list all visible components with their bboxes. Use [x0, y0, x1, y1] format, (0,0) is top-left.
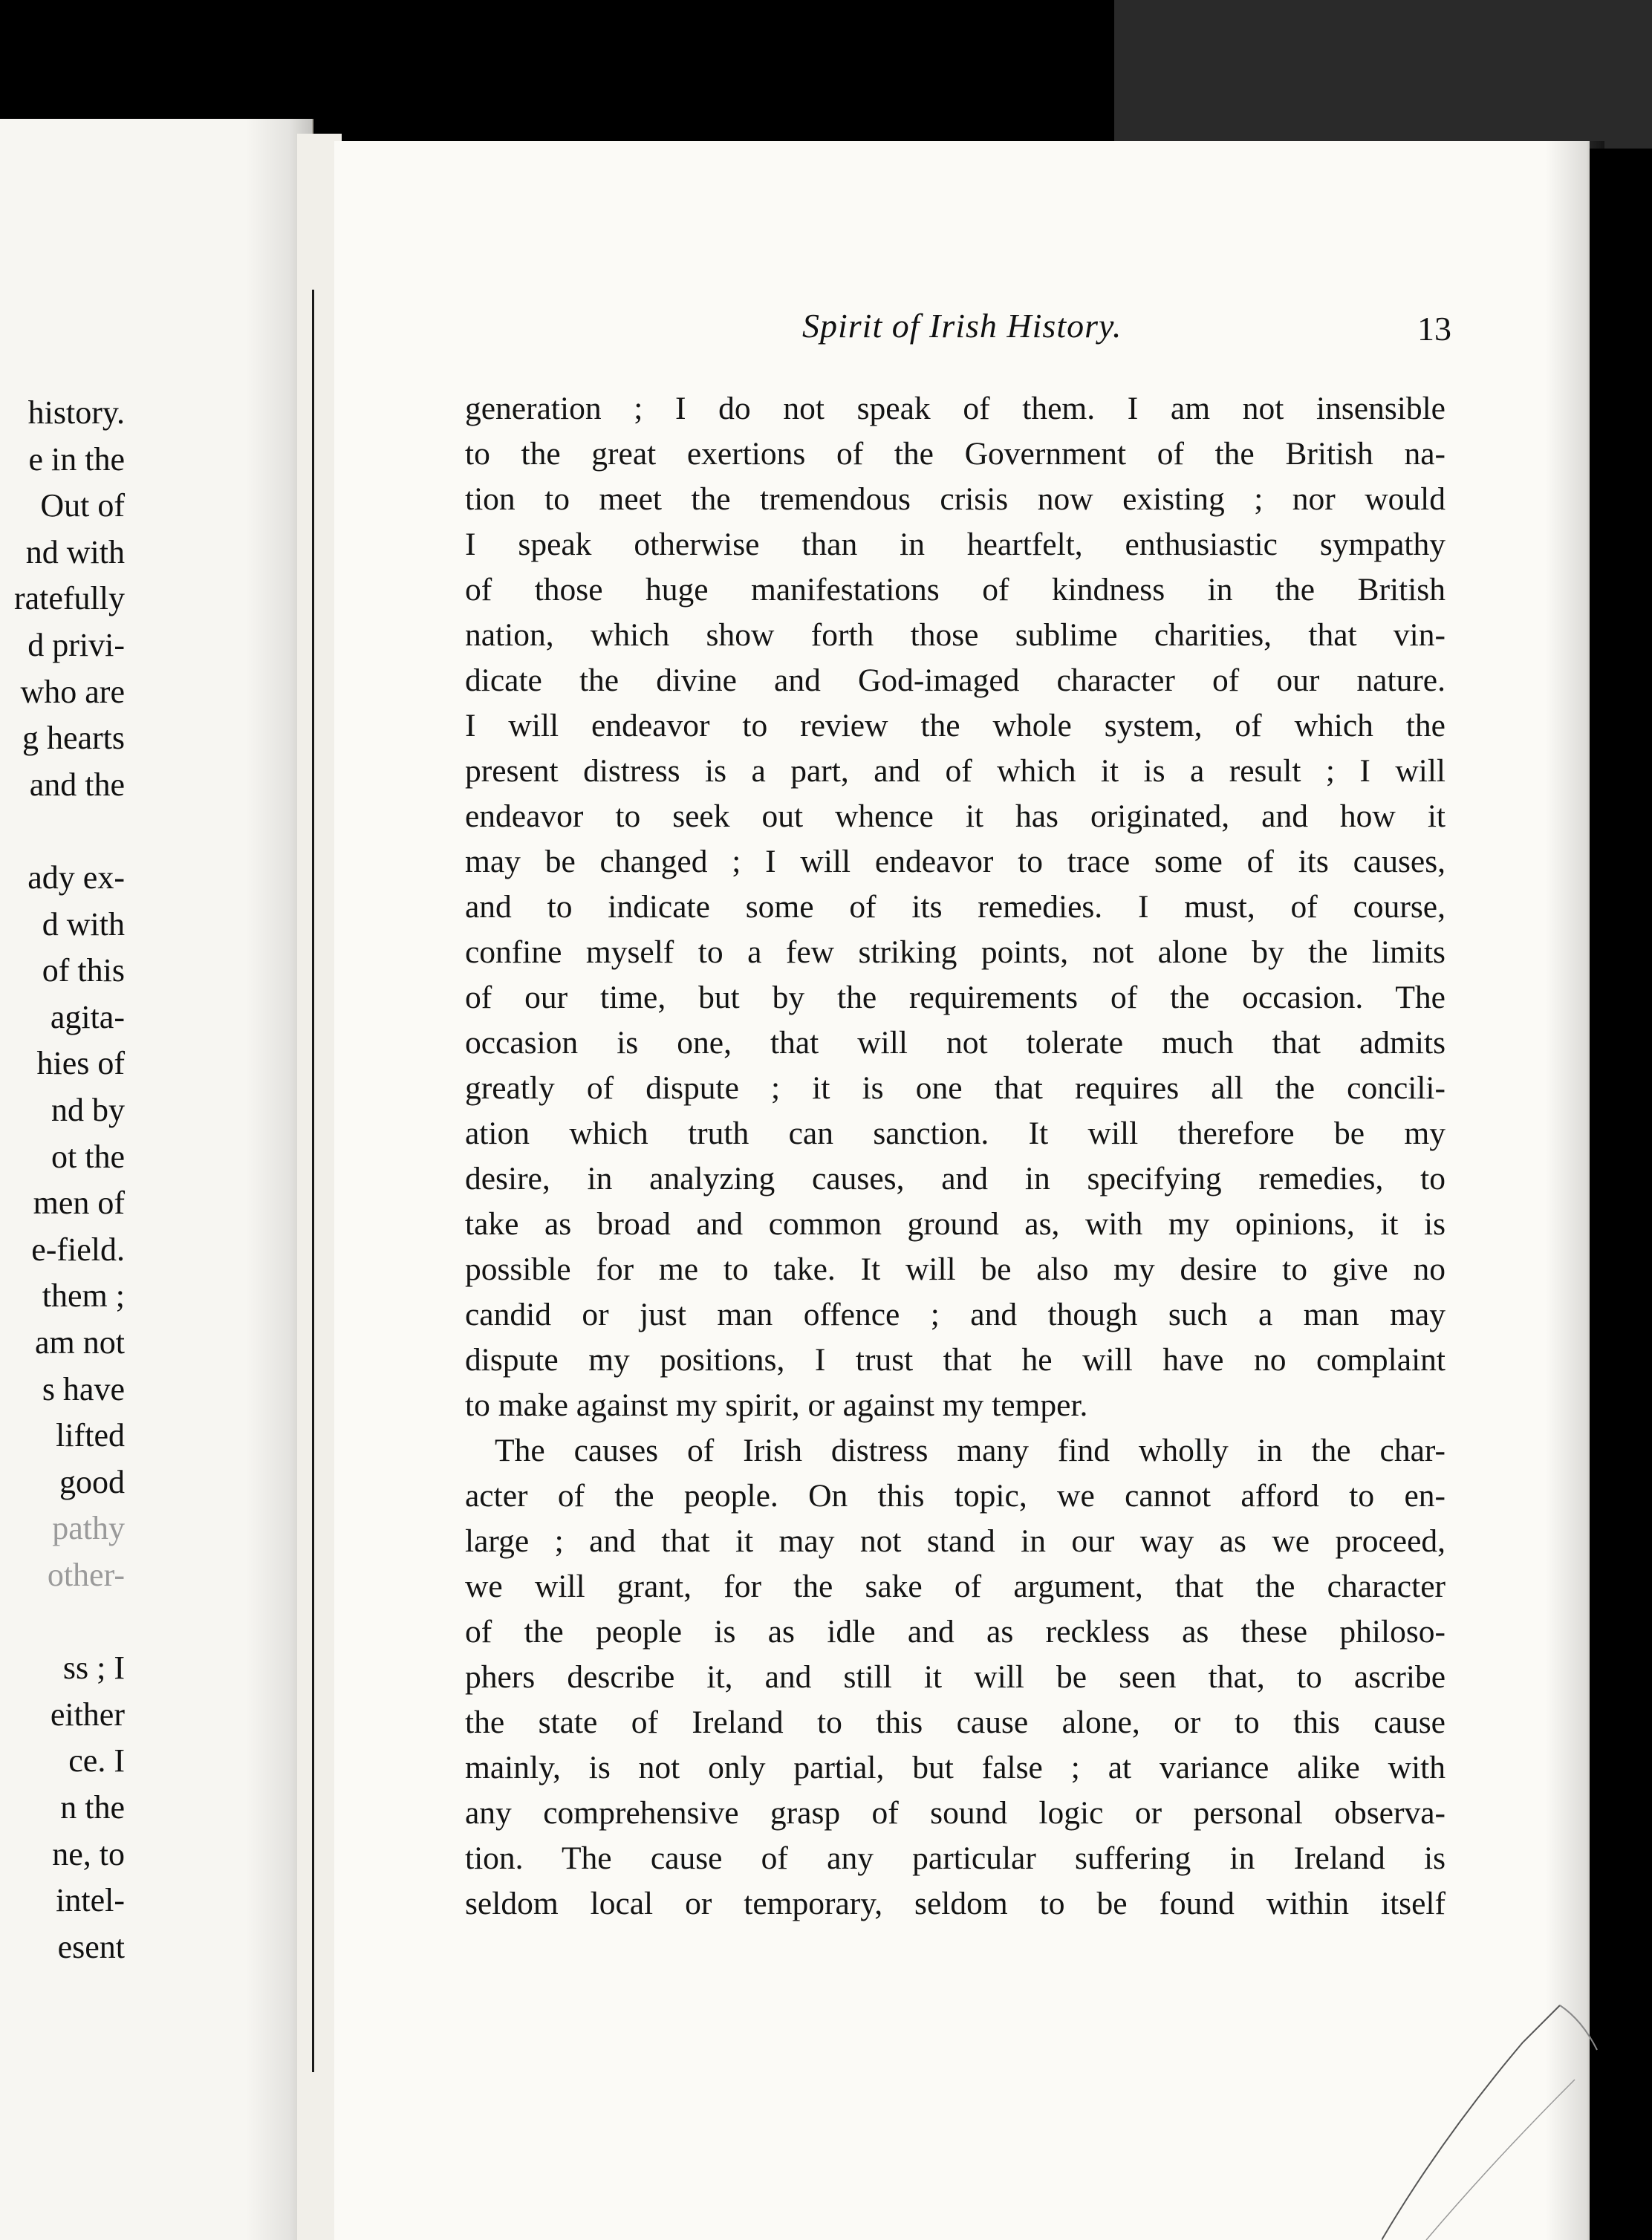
text-line: dispute my positions, I trust that he will have no complaint [465, 1342, 1446, 1378]
left-page-fragment: of this [42, 952, 125, 989]
text-line: nation, which show forth those sublime charities, that vin- [465, 617, 1446, 653]
text-line: may be changed ; I will endeavor to trace some of its causes, [465, 844, 1446, 879]
page-number: 13 [1417, 310, 1451, 348]
text-line: generation ; I do not speak of them. I am not insensible [465, 391, 1446, 426]
text-line: present distress is a part, and of which it is a result ; I will [465, 753, 1446, 789]
left-page-fragment: nd with [25, 533, 125, 570]
left-page-fragment: and the [29, 766, 125, 803]
text-line: mainly, is not only partial, but false ; at variance alike with [465, 1750, 1446, 1785]
text-line: desire, in analyzing causes, and in specifying remedies, to [465, 1161, 1446, 1196]
left-page-fragment: intel- [56, 1882, 125, 1919]
text-line: any comprehensive grasp of sound logic or personal observa- [465, 1795, 1446, 1831]
text-line: of our time, but by the requirements of the occasion. The [465, 980, 1446, 1015]
left-page-fragment: n the [60, 1789, 125, 1826]
text-line: tion. The cause of any particular suffering in Ireland is [465, 1840, 1446, 1876]
text-line: of those huge manifestations of kindness in the British [465, 572, 1446, 608]
left-page-fragment: men of [33, 1185, 125, 1222]
left-page-fragment: e-field. [31, 1231, 125, 1268]
left-page-fragment: ot the [51, 1138, 125, 1175]
left-page-fragment: either [50, 1696, 125, 1733]
left-page-fragment: e in the [28, 440, 125, 478]
left-page-fragment: ne, to [52, 1835, 125, 1872]
text-line: the state of Ireland to this cause alone, or to this cause [465, 1705, 1446, 1740]
text-line: tion to meet the tremendous crisis now existing ; nor would [465, 481, 1446, 517]
left-page-fragment: lifted [56, 1417, 125, 1454]
left-page-fragment: ss ; I [62, 1650, 125, 1687]
text-line: to make against my spirit, or against my temper. [465, 1387, 1088, 1423]
text-line: possible for me to take. It will be also my desire to give no [465, 1251, 1446, 1287]
left-page-fragment: pathy [52, 1510, 125, 1547]
left-page-fragment: agita- [50, 998, 125, 1035]
left-page-fragment: nd by [51, 1092, 125, 1128]
text-line: confine myself to a few striking points, not alone by the limits [465, 934, 1446, 970]
left-page-fragment: d with [42, 905, 125, 942]
left-page-fragment: Out of [40, 487, 125, 524]
text-line: I will endeavor to review the whole system, of which the [465, 708, 1446, 743]
page-curl-mark [1382, 1976, 1604, 2240]
binding-line [312, 290, 314, 2072]
text-line: I speak otherwise than in heartfelt, enthusiastic sympathy [465, 527, 1446, 562]
text-line: take as broad and common ground as, with my opinions, it is [465, 1206, 1446, 1242]
left-page-fragment: who are [20, 673, 125, 710]
left-page-fragment: ady ex- [27, 859, 125, 896]
text-line: we will grant, for the sake of argument, that the character [465, 1569, 1446, 1604]
left-page-fragment: esent [57, 1928, 125, 1965]
left-page-fragment: s have [42, 1370, 125, 1407]
text-line: greatly of dispute ; it is one that requires all the concili- [465, 1070, 1446, 1106]
left-page-fragment: history. [27, 394, 125, 431]
left-page-fragment: ce. I [68, 1742, 125, 1780]
text-line: dicate the divine and God-imaged character of our nature. [465, 662, 1446, 698]
left-page-fragment: them ; [42, 1277, 125, 1315]
left-page-fragment: hies of [36, 1045, 125, 1082]
left-page-fragment: am not [35, 1324, 125, 1361]
left-page-fragment: other- [47, 1557, 125, 1593]
text-line: occasion is one, that will not tolerate much that admits [465, 1025, 1446, 1061]
right-page-edge-shadow [1545, 141, 1604, 2240]
left-page-fragment: ratefully [13, 580, 125, 617]
left-page-fragment: g hearts [22, 720, 125, 757]
text-line: phers describe it, and still it will be seen that, to ascribe [465, 1659, 1446, 1695]
text-line: acter of the people. On this topic, we cannot afford to en- [465, 1478, 1446, 1514]
text-line: The causes of Irish distress many find wholly in the char- [495, 1433, 1446, 1468]
left-page-fragment: good [59, 1463, 125, 1500]
paragraph-2 [465, 1428, 1446, 1927]
text-line: seldom local or temporary, seldom to be found within itself [465, 1886, 1446, 1921]
text-line: to the great exertions of the Government of the British na- [465, 436, 1446, 472]
page-body-text [465, 386, 1446, 1927]
text-line: endeavor to seek out whence it has originated, and how it [465, 798, 1446, 834]
running-head: Spirit of Irish History. [802, 307, 1122, 345]
text-line: ation which truth can sanction. It will therefore be my [465, 1116, 1446, 1151]
text-line: and to indicate some of its remedies. I must, of course, [465, 889, 1446, 925]
book-cover-edge [1114, 0, 1652, 149]
left-page-fragment: d privi- [27, 627, 125, 663]
paragraph-1 [465, 386, 1446, 1428]
text-line: large ; and that it may not stand in our way as we proceed, [465, 1523, 1446, 1559]
text-line: candid or just man offence ; and though such a man may [465, 1297, 1446, 1332]
text-line: of the people is as idle and as reckless as these philoso- [465, 1614, 1446, 1650]
